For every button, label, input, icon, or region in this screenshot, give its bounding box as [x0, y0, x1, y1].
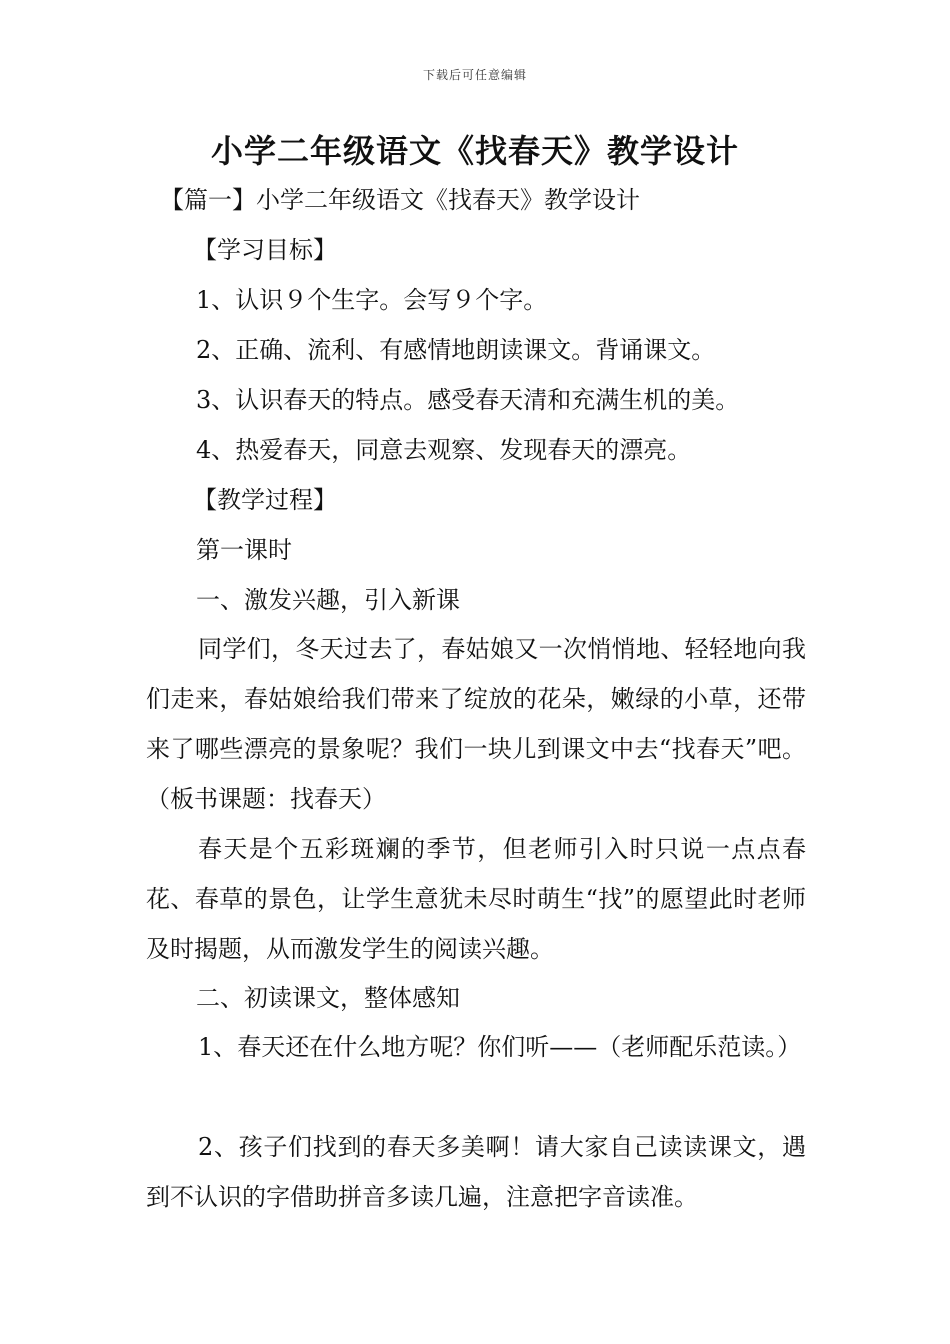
- goal-item-2: 2、正确、流利、有感情地朗读课文。背诵课文。: [196, 336, 716, 364]
- process-heading: 【教学过程】: [193, 486, 337, 514]
- goal-item-4: 4、热爱春天，同意去观察、发现春天的漂亮。: [196, 436, 692, 464]
- header-note: 下载后可任意编辑: [422, 68, 527, 82]
- part-heading: 【篇一】小学二年级语文《找春天》教学设计: [160, 186, 640, 214]
- teaching-note-paragraph: 春天是个五彩斑斓的季节，但老师引入时只说一点点春花、春草的景色，让学生意犹未尽时萌生“找”的愿望此时老师及时揭题，从而激发学生的阅读兴趣。: [146, 835, 806, 963]
- goal-item-3: 3、认识春天的特点。感受春天清和充满生机的美。: [196, 386, 740, 414]
- step-1-paragraph: 1、春天还在什么地方呢？你们听——（老师配乐范读。）: [198, 1033, 802, 1061]
- document-title: 小学二年级语文《找春天》教学设计: [210, 132, 739, 170]
- lesson-heading: 第一课时: [196, 536, 292, 564]
- goals-heading: 【学习目标】: [193, 236, 337, 264]
- section-heading-1: 一、激发兴趣，引入新课: [196, 586, 460, 614]
- intro-paragraph: 同学们，冬天过去了，春姑娘又一次悄悄地、轻轻地向我们走来，春姑娘给我们带来了绽放的花朵，嫩绿的小草，还带来了哪些漂亮的景象呢？我们一块儿到课文中去“找春天”吧。（板书课题：找春天）: [146, 635, 806, 813]
- section-heading-2: 二、初读课文，整体感知: [196, 984, 460, 1012]
- goal-item-1: 1、认识９个生字。会写９个字。: [196, 286, 548, 314]
- step-2-paragraph: 2、孩子们找到的春天多美啊！请大家自己读读课文，遇到不认识的字借助拼音多读几遍，注意把字音读准。: [146, 1133, 806, 1211]
